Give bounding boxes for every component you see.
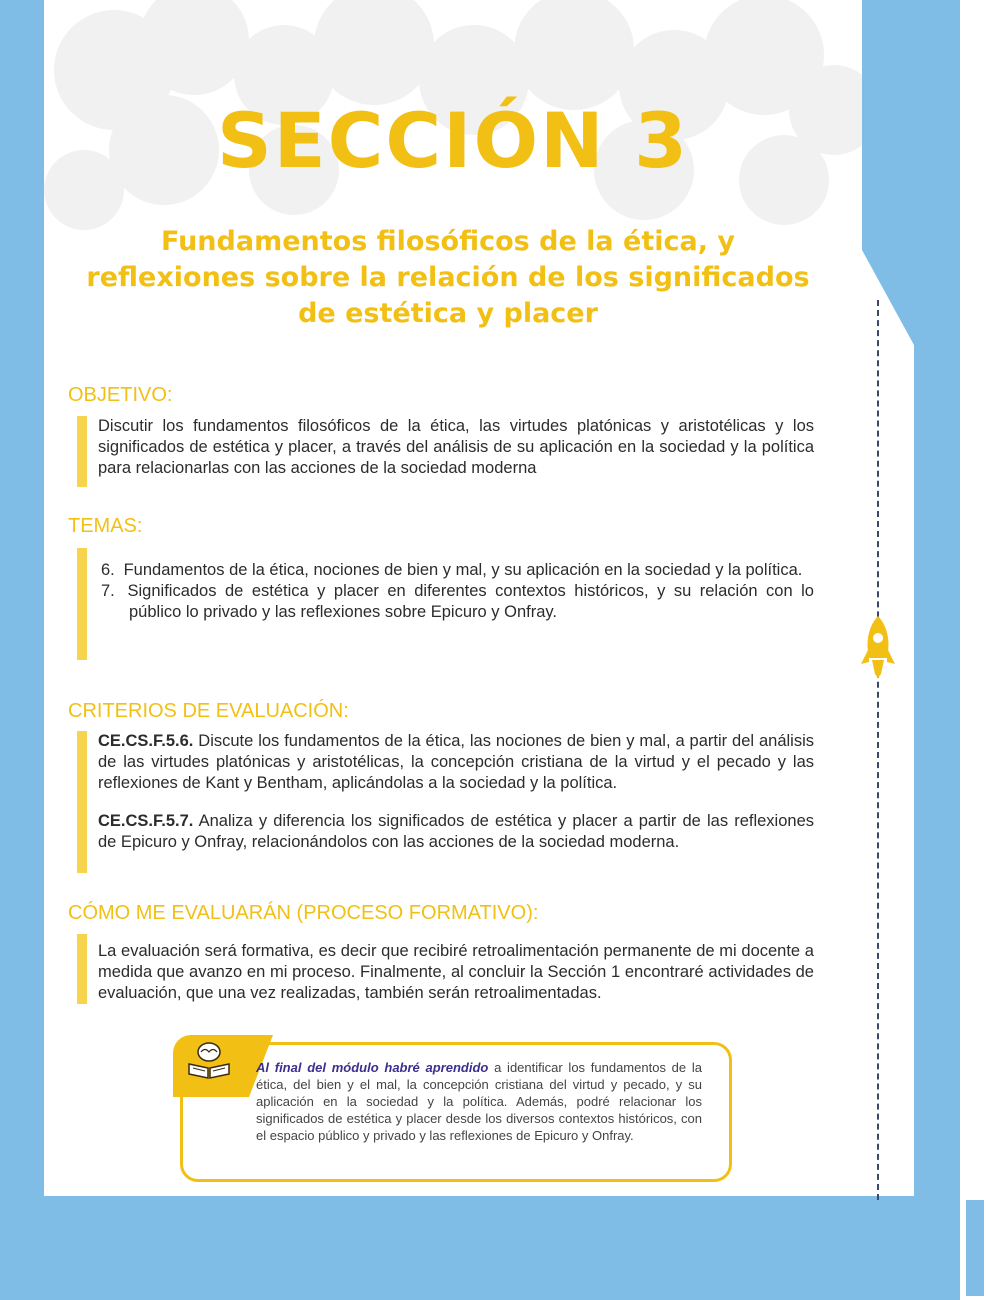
tema-item: 7. Significados de estética y placer en diferentes contextos históricos, y su relación con lo público lo privado y las reflexiones sobre Epicuro y Onfray.	[101, 582, 814, 621]
criterios-heading: CRITERIOS DE EVALUACIÓN:	[68, 700, 349, 722]
criterio-code: CE.CS.F.5.7.	[98, 812, 194, 830]
criterio-code: CE.CS.F.5.6.	[98, 732, 194, 750]
bottom-frame	[0, 1196, 960, 1300]
dashed-line	[877, 300, 879, 1200]
temas-list	[101, 560, 814, 623]
temas-bar	[77, 548, 87, 660]
criterios-bar	[77, 731, 87, 873]
temas-heading: TEMAS:	[68, 515, 143, 537]
objetivo-text: Discutir los fundamentos filosóficos de la ética, las virtudes platónicas y aristotélicas y los significados de estética y placer, a través del análisis de su aplicación en la sociedad y la política para relacionarlas con las acciones de la sociedad moderna	[98, 417, 814, 477]
left-frame	[0, 0, 44, 1300]
section-title: SECCIÓN 3	[216, 96, 690, 185]
right-page-flap	[862, 250, 914, 1196]
criterio-item: CE.CS.F.5.6. Discute los fundamentos de la ética, las nociones de bien y mal, a partir del análisis de las virtudes platónicas y aristotélicas, la concepción cristiana de la virtud y el pecado y las reflexiones de Kant y Bentham, aplicándolas a la sociedad y la política.	[98, 732, 814, 792]
right-edge-strip	[960, 0, 986, 1300]
learning-outcome-lead: Al final del módulo habré aprendido	[256, 1060, 489, 1075]
learning-outcome-text: Al final del módulo habré aprendido a identificar los fundamentos de la ética, del bien y el mal, la concepción cristiana del virtud y pecado, y su aplicación en la sociedad y la política. Además, podré relacionar los significados de estética y placer desde los diversos contextos históricos, con el espacio público y privado y las reflexiones de Epicuro y Onfray.	[256, 1060, 702, 1143]
objetivo-bar	[77, 416, 87, 487]
evaluacion-text: La evaluación será formativa, es decir que recibiré retroalimentación permanente de mi docente a medida que avanzo en mi proceso. Finalmente, al concluir la Sección 1 encontraré actividades de evaluación, que una vez realizadas, también serán retroalimentadas.	[98, 942, 814, 1002]
tema-item: 6. Fundamentos de la ética, nociones de bien y mal, y su aplicación en la sociedad y la política.	[101, 561, 803, 579]
book-brain-icon	[186, 1040, 232, 1080]
evaluacion-heading: CÓMO ME EVALUARÁN (PROCESO FORMATIVO):	[68, 902, 539, 924]
rocket-icon	[859, 614, 897, 680]
objetivo-heading: OBJETIVO:	[68, 384, 173, 406]
evaluacion-bar	[77, 934, 87, 1004]
criterio-item: CE.CS.F.5.7. Analiza y diferencia los significados de estética y placer a partir de las reflexiones de Epicuro y Onfray, relacionándolos con las acciones de la sociedad moderna.	[98, 812, 814, 851]
section-subtitle: Fundamentos filosóficos de la ética, y reflexiones sobre la relación de los significados de estética y placer	[86, 226, 810, 329]
